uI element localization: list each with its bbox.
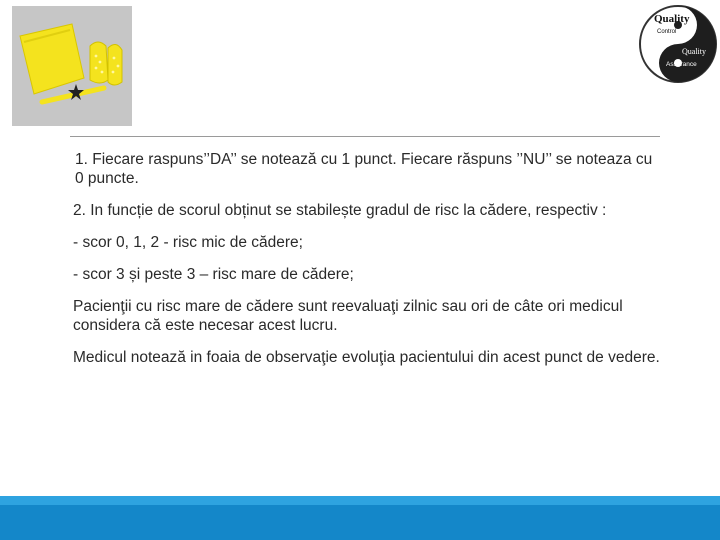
paragraph-low-risk: - scor 0, 1, 2 - risc mic de cădere; xyxy=(73,234,303,251)
quality-logo xyxy=(638,2,720,88)
logo-quality-text: Quality xyxy=(654,13,690,25)
logo-quality2-text: Quality xyxy=(682,47,706,56)
logo-assurance-text: Assurance xyxy=(666,61,697,68)
paragraph-reevaluation: Pacienţii cu risc mare de cădere sunt reevaluaţi zilnic sau ori de câte ori medicul considera că este necesar acest lucru. xyxy=(73,298,623,334)
fall-risk-kit-photo xyxy=(12,6,132,126)
text-content xyxy=(73,150,663,367)
logo-control-text: Control xyxy=(657,29,677,35)
paragraph-observation: Medicul notează in foaia de observaţie evoluţia pacientului din acest punct de vedere. xyxy=(73,349,660,366)
yin-yang-quality-icon xyxy=(638,2,720,88)
fall-risk-kit-image xyxy=(12,6,132,126)
divider-line xyxy=(70,136,660,137)
footer-highlight-bar xyxy=(0,496,720,505)
paragraph-high-risk: - scor 3 și peste 3 – risc mare de cădere; xyxy=(73,266,354,283)
paragraph-risk-grade: 2. In funcție de scorul obținut se stabilește gradul de risc la cădere, respectiv : xyxy=(73,202,607,219)
paragraph-scoring-rule: 1. Fiecare raspuns’’DA’’ se notează cu 1 punct. Fiecare răspuns ’’NU’’ se noteaza cu 0 puncte. xyxy=(75,151,653,187)
